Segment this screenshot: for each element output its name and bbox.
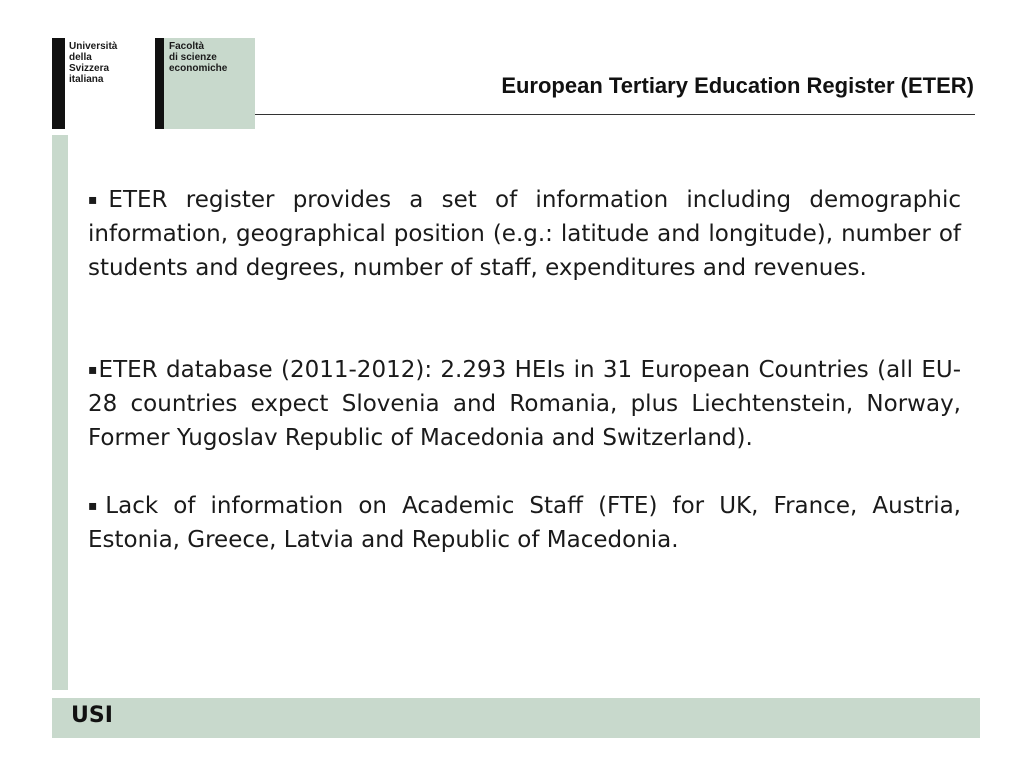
slide-title: European Tertiary Education Register (ETER) <box>501 73 974 98</box>
bullet-text: ETER database (2011-2012): 2.293 HEIs in 31 European Countries (all EU-28 countries expect Slovenia and Romania, plus Liechtenstein, Norway, Former Yugoslav Republic of Macedonia and Switzerland). <box>88 357 961 451</box>
bullet-text: ETER register provides a set of information including demographic information, geographical position (e.g.: latitude and longitude), number of students and degrees, number of staff, expenditures and revenues. <box>88 187 961 281</box>
left-accent-strip <box>52 135 68 690</box>
footer-usi-label: USI <box>71 703 113 728</box>
footer-bar <box>52 698 980 738</box>
faculty-logo-text: Facoltà di scienze economiche <box>169 41 228 74</box>
slide-content <box>88 183 961 557</box>
faculty-logo <box>155 38 255 129</box>
square-bullet-icon: ▪ <box>88 498 106 514</box>
bullet-item <box>88 489 961 557</box>
square-bullet-icon: ▪ <box>88 362 99 378</box>
university-logo-bar <box>52 38 65 129</box>
university-logo-text: Università della Svizzera italiana <box>69 41 118 85</box>
square-bullet-icon: ▪ <box>88 192 109 208</box>
university-logo <box>52 38 156 129</box>
bullet-item <box>88 353 961 455</box>
bullet-item <box>88 183 961 285</box>
faculty-logo-bar <box>155 38 164 129</box>
header-divider <box>255 114 975 115</box>
bullet-text: Lack of information on Academic Staff (FTE) for UK, France, Austria, Estonia, Greece, Latvia and Republic of Macedonia. <box>88 493 961 553</box>
